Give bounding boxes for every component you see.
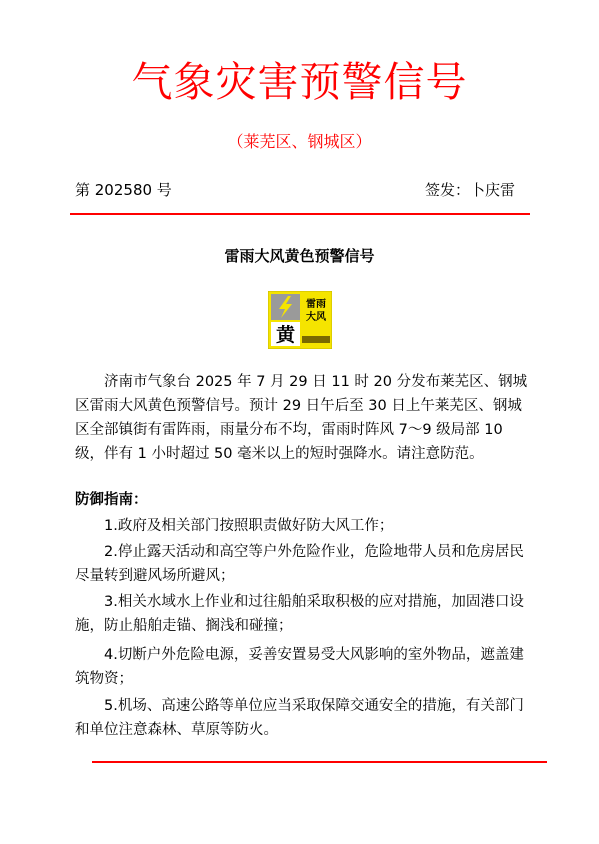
guide-item: 2.停止露天活动和高空等户外危险作业，危险地带人员和危房居民尽量转到避风场所避风； [75, 544, 524, 584]
english-label-strip [302, 336, 330, 343]
document-title: 气象灾害预警信号 [131, 58, 468, 106]
guide-item: 4.切断户外危险电源，妥善安置易受大风影响的室外物品，遮盖建筑物资； [75, 647, 524, 687]
guide-heading: 防御指南： [75, 492, 148, 508]
guide-item: 5.机场、高速公路等单位应当采取保障交通安全的措施，有关部门和单位注意森林、草原等防火。 [75, 698, 524, 738]
signer: 签发：卜庆雷 [424, 181, 515, 199]
signal-title: 雷雨大风黄色预警信号 [224, 247, 375, 265]
guide-item: 1.政府及相关部门按照职责做好防大风工作； [104, 518, 394, 534]
document-number: 第 202580 号 [75, 181, 172, 199]
warning-paragraph: 济南市气象台 2025 年 7 月 29 日 11 时 20 分发布莱芜区、钢城区雷雨大风黄色预警信号。预计 29 日午后至 30 日上午莱芜区、钢城区全部镇街有雷阵雨，雨量分布不均，雷雨时阵风 7～9 级局部 10 级，伴有 1 小时超过 50 毫米以上的短时强降水。请注意防范。 [75, 374, 528, 462]
level-char: 黄 [275, 324, 296, 346]
area-subtitle: （莱芜区、钢城区） [227, 132, 372, 151]
icon-label-top: 雷雨 [306, 299, 326, 310]
icon-label-bottom: 大风 [306, 312, 326, 323]
header-divider [70, 213, 530, 215]
thunderstorm-gale-yellow-warning-icon [268, 291, 332, 349]
guide-item: 3.相关水域水上作业和过往船舶采取积极的应对措施，加固港口设施，防止船舶走锚、搁浅和碰撞； [75, 594, 524, 634]
footer-divider [92, 761, 547, 763]
